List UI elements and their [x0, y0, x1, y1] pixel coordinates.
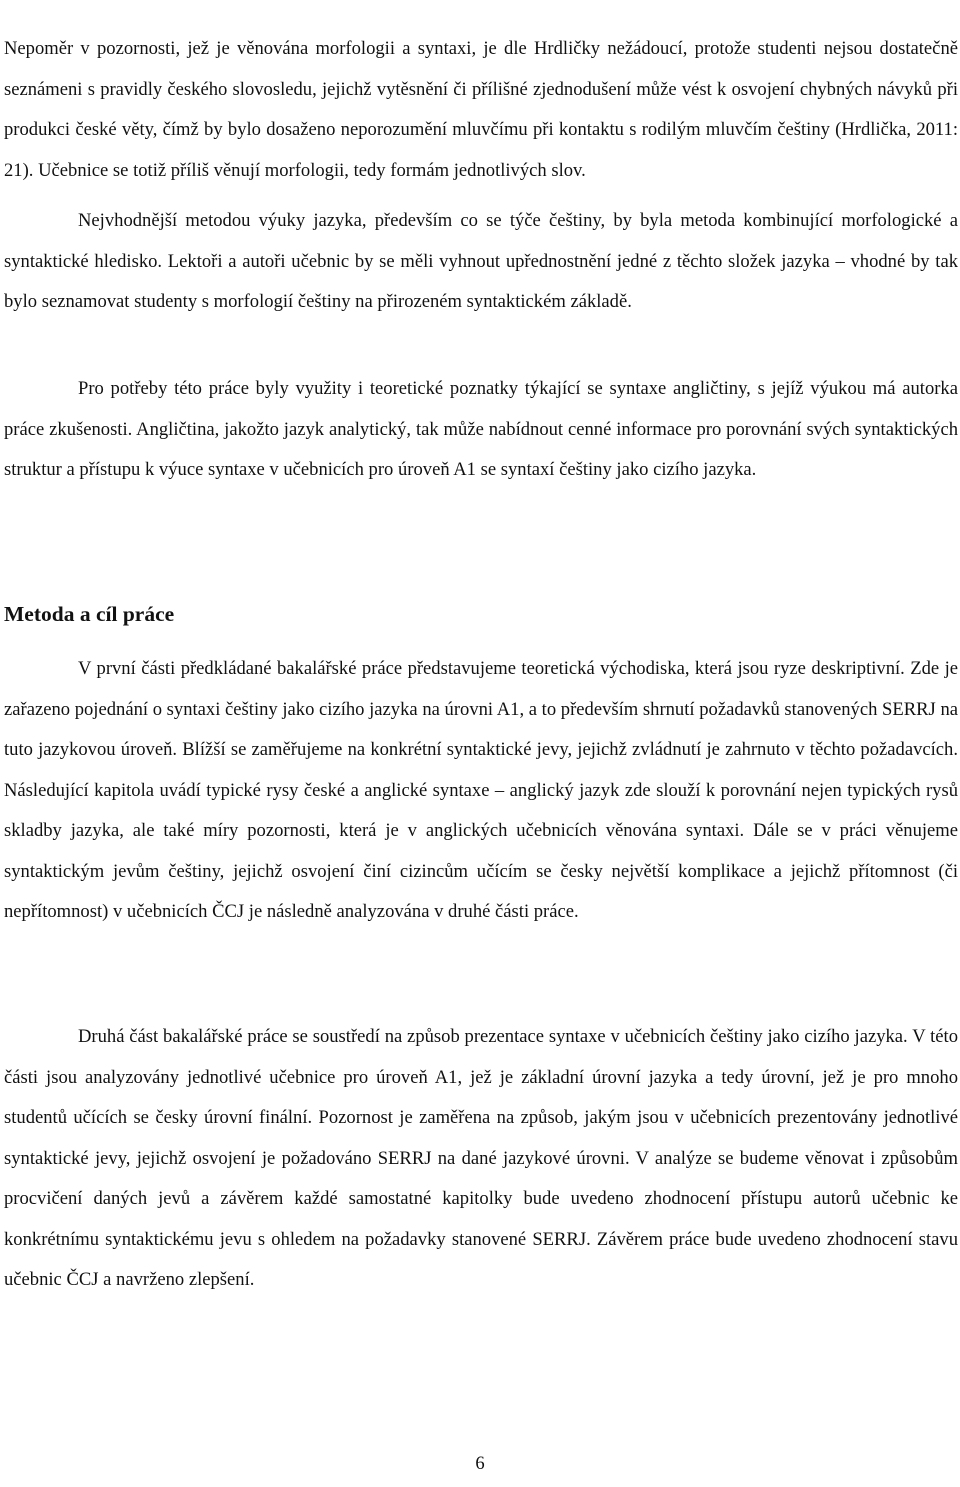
paragraph-block	[4, 1017, 958, 1301]
body-paragraph: Pro potřeby této práce byly využity i teoretické poznatky týkající se syntaxe angličtiny, s jejíž výukou má autorka práce zkušenosti. Angličtina, jakožto jazyk analytický, tak může nabídnout cenné informace pro porovnání svých syntaktických struktur a přístupu k výuce syntaxe v učebnicích pro úroveň A1 se syntaxí češtiny jako cizího jazyka.	[4, 378, 958, 480]
body-paragraph: Nepoměr v pozornosti, jež je věnována morfologii a syntaxi, je dle Hrdličky nežádoucí, protože studenti nejsou dostatečně seznámeni s pravidly českého slovosledu, jejichž vytěsnění či přílišné zjednodušení může vést k osvojení chybných návyků při produkci české věty, čímž by bylo dosaženo neporozumění mluvčímu při kontaktu s rodilým mluvčím češtiny (Hrdlička, 2011: 21). Učebnice se totiž příliš věnují morfologii, tedy formám jednotlivých slov.	[4, 38, 958, 181]
body-paragraph: Druhá část bakalářské práce se soustředí na způsob prezentace syntaxe v učebnicích češtiny jako cizího jazyka. V této části jsou analyzovány jednotlivé učebnice pro úroveň A1, jež je základní úrovní jazyka a tedy úrovní, jež je pro mnoho studentů učících se česky úrovní finální. Pozornost je zaměřena na způsob, jakým jsou v učebnicích prezentovány jednotlivé syntaktické jevy, jejichž osvojení je požadováno SERRJ na dané jazykové úrovni. V analýze se budeme věnovat i způsobům procvičení daných jevů a závěrem každé samostatné kapitolky bude uvedeno zhodnocení přístupu autorů učebnic ke konkrétnímu syntaktickému jevu s ohledem na požadavky stanovené SERRJ. Závěrem práce bude uvedeno zhodnocení stavu učebnic ČCJ a navrženo zlepšení.	[4, 1026, 958, 1290]
paragraph-block	[4, 369, 958, 491]
body-paragraph: V první části předkládané bakalářské práce představujeme teoretická východiska, která jsou ryze deskriptivní. Zde je zařazeno pojednání o syntaxi češtiny jako cizího jazyka na úrovni A1, a to především shrnutí požadavků stanovených SERRJ na tuto jazykovou úroveň. Blížší se zaměřujeme na konkrétní syntaktické jevy, jejichž zvládnutí je zahrnuto v těchto požadavcích. Následující kapitola uvádí typické rysy české a anglické syntaxe – anglický jazyk zde slouží k porovnání nejen typických rysů skladby jazyka, ale také míry pozornosti, která je v anglických učebnicích věnována syntaxi. Dále se v práci věnujeme syntaktickým jevům češtiny, jejichž osvojení činí cizincům učícím se česky největší komplikace a jejichž přítomnost (či nepřítomnost) v učebnicích ČCJ je následně analyzována v druhé části práce.	[4, 658, 958, 922]
page-number: 6	[475, 1453, 485, 1474]
paragraph-block	[4, 201, 958, 323]
section-heading: Metoda a cíl práce	[4, 602, 175, 626]
paragraph-block	[4, 649, 958, 933]
body-paragraph: Nejvhodnější metodou výuky jazyka, především co se týče češtiny, by byla metoda kombinující morfologické a syntaktické hledisko. Lektoři a autoři učebnic by se měli vyhnout upřednostnění jedné z těchto složek jazyka – vhodné by tak bylo seznamovat studenty s morfologií češtiny na přirozeném syntaktickém základě.	[4, 210, 958, 312]
paragraph-block	[4, 29, 958, 191]
